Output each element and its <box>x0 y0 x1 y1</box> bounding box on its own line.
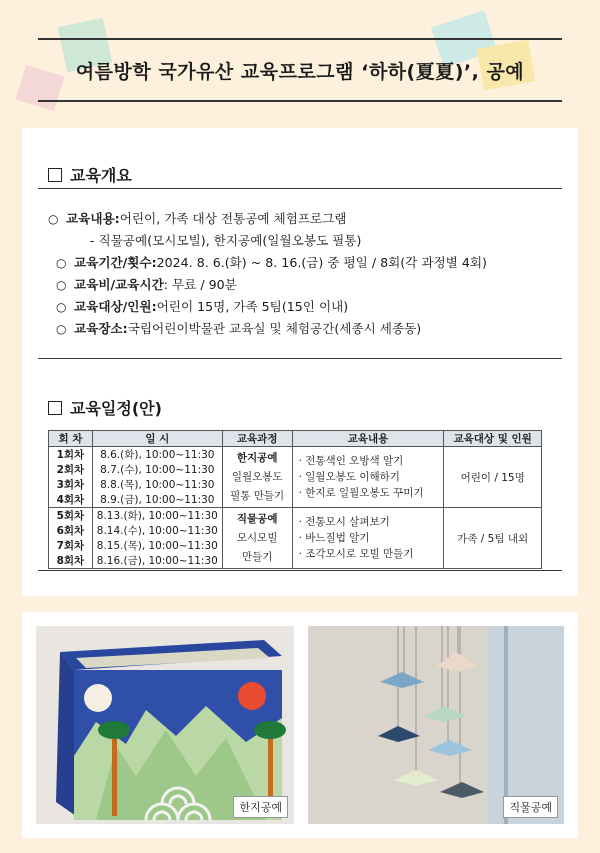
col-header: 교육과정 <box>222 431 292 447</box>
overview-label: 교육장소: <box>74 321 128 336</box>
overview-label: 교육내용: <box>66 211 120 226</box>
course-line: 만들기 <box>241 550 273 563</box>
overview-heading <box>48 163 132 186</box>
course-line: 일월오봉도 <box>231 470 283 483</box>
course-line: 필통 만들기 <box>230 489 285 502</box>
content-line: · 조각모시로 모빌 만들기 <box>298 548 414 560</box>
overview-text: 2024. 8. 6.(화) ~ 8. 16.(금) 중 평일 / 8회(각 과정별 4회) <box>156 255 487 270</box>
date-cell: 8.7.(수), 10:00~11:30 <box>92 462 222 477</box>
overview-label: 교육기간/횟수: <box>74 255 157 270</box>
overview-list <box>48 208 558 340</box>
overview-item <box>48 208 558 230</box>
overview-text: : 무료 / 90분 <box>163 277 237 292</box>
checkbox-square-icon <box>48 401 62 415</box>
course-title: 한지공예 <box>236 451 278 464</box>
round-cell: 7회차 <box>49 538 93 553</box>
table-row <box>49 447 542 463</box>
round-cell: 8회차 <box>49 553 93 569</box>
overview-text: 국립어린이박물관 교육실 및 체험공간(세종시 세종동) <box>127 321 422 336</box>
circle-bullet-icon: ○ <box>56 278 67 292</box>
target-cell: 어린이 / 15명 <box>444 447 542 508</box>
divider <box>38 358 562 359</box>
divider <box>38 188 562 189</box>
info-card <box>22 128 578 596</box>
content-cell <box>292 447 444 508</box>
overview-heading-text: 교육개요 <box>70 166 132 185</box>
date-cell: 8.9.(금), 10:00~11:30 <box>92 492 222 508</box>
content-line: · 전통색인 오방색 알기 <box>298 455 404 467</box>
hanji-pencil-case-illustration <box>36 626 294 824</box>
date-cell: 8.15.(목), 10:00~11:30 <box>92 538 222 553</box>
col-header: 회 차 <box>49 431 93 447</box>
date-cell: 8.8.(목), 10:00~11:30 <box>92 477 222 492</box>
date-cell: 8.6.(화), 10:00~11:30 <box>92 447 222 463</box>
round-cell: 5회차 <box>49 508 93 524</box>
content-line: · 일월오봉도 이해하기 <box>298 471 400 483</box>
divider <box>38 570 562 571</box>
overview-text: 어린이, 가족 대상 전통공예 체험프로그램 <box>119 211 347 226</box>
course-line: 모시모빌 <box>236 531 278 544</box>
schedule-heading-text: 교육일정(안) <box>70 399 162 418</box>
page-header <box>0 0 600 120</box>
schedule-table <box>48 430 542 569</box>
round-cell: 1회차 <box>49 447 93 463</box>
overview-item <box>48 318 558 340</box>
overview-label: 교육대상/인원: <box>74 299 157 314</box>
course-cell <box>222 447 292 508</box>
overview-text: 어린이 15명, 가족 5팀(15인 이내) <box>156 299 349 314</box>
overview-item <box>48 274 558 296</box>
round-cell: 3회차 <box>49 477 93 492</box>
circle-bullet-icon: ○ <box>56 322 67 336</box>
date-cell: 8.13.(화), 10:00~11:30 <box>92 508 222 524</box>
content-line: · 전통모시 살펴보기 <box>298 516 390 528</box>
circle-bullet-icon: ○ <box>56 256 67 270</box>
course-cell <box>222 508 292 569</box>
date-cell: 8.14.(수), 10:00~11:30 <box>92 523 222 538</box>
checkbox-square-icon <box>48 168 62 182</box>
page-title: 여름방학 국가유산 교육프로그램 ‘하하(夏夏)’, 공예 <box>75 60 525 83</box>
overview-label: 교육비/교육시간 <box>74 277 164 292</box>
photo-caption: 한지공예 <box>233 796 288 818</box>
col-header: 교육내용 <box>292 431 444 447</box>
circle-bullet-icon: ○ <box>56 300 67 314</box>
ramie-mobile-illustration <box>308 626 564 824</box>
round-cell: 6회차 <box>49 523 93 538</box>
round-cell: 4회차 <box>49 492 93 508</box>
photo-caption: 직물공예 <box>503 796 558 818</box>
hanji-craft-photo <box>36 626 294 824</box>
schedule-heading <box>48 396 162 419</box>
overview-item <box>48 296 558 318</box>
overview-sub-text: - 직물공예(모시모빌), 한지공예(일월오봉도 필통) <box>90 233 362 248</box>
fabric-craft-photo <box>308 626 564 824</box>
table-row <box>49 508 542 524</box>
photo-section <box>22 612 578 838</box>
course-title: 직물공예 <box>236 512 278 525</box>
table-header-row <box>49 431 542 447</box>
circle-bullet-icon: ○ <box>48 212 59 226</box>
title-band <box>38 38 562 102</box>
date-cell: 8.16.(금), 10:00~11:30 <box>92 553 222 569</box>
content-cell <box>292 508 444 569</box>
col-header: 일 시 <box>92 431 222 447</box>
content-line: · 바느질법 알기 <box>298 532 370 544</box>
target-cell: 가족 / 5팀 내외 <box>444 508 542 569</box>
overview-item <box>48 252 558 274</box>
round-cell: 2회차 <box>49 462 93 477</box>
col-header: 교육대상 및 인원 <box>444 431 542 447</box>
content-line: · 한지로 일월오봉도 꾸미기 <box>298 487 424 499</box>
